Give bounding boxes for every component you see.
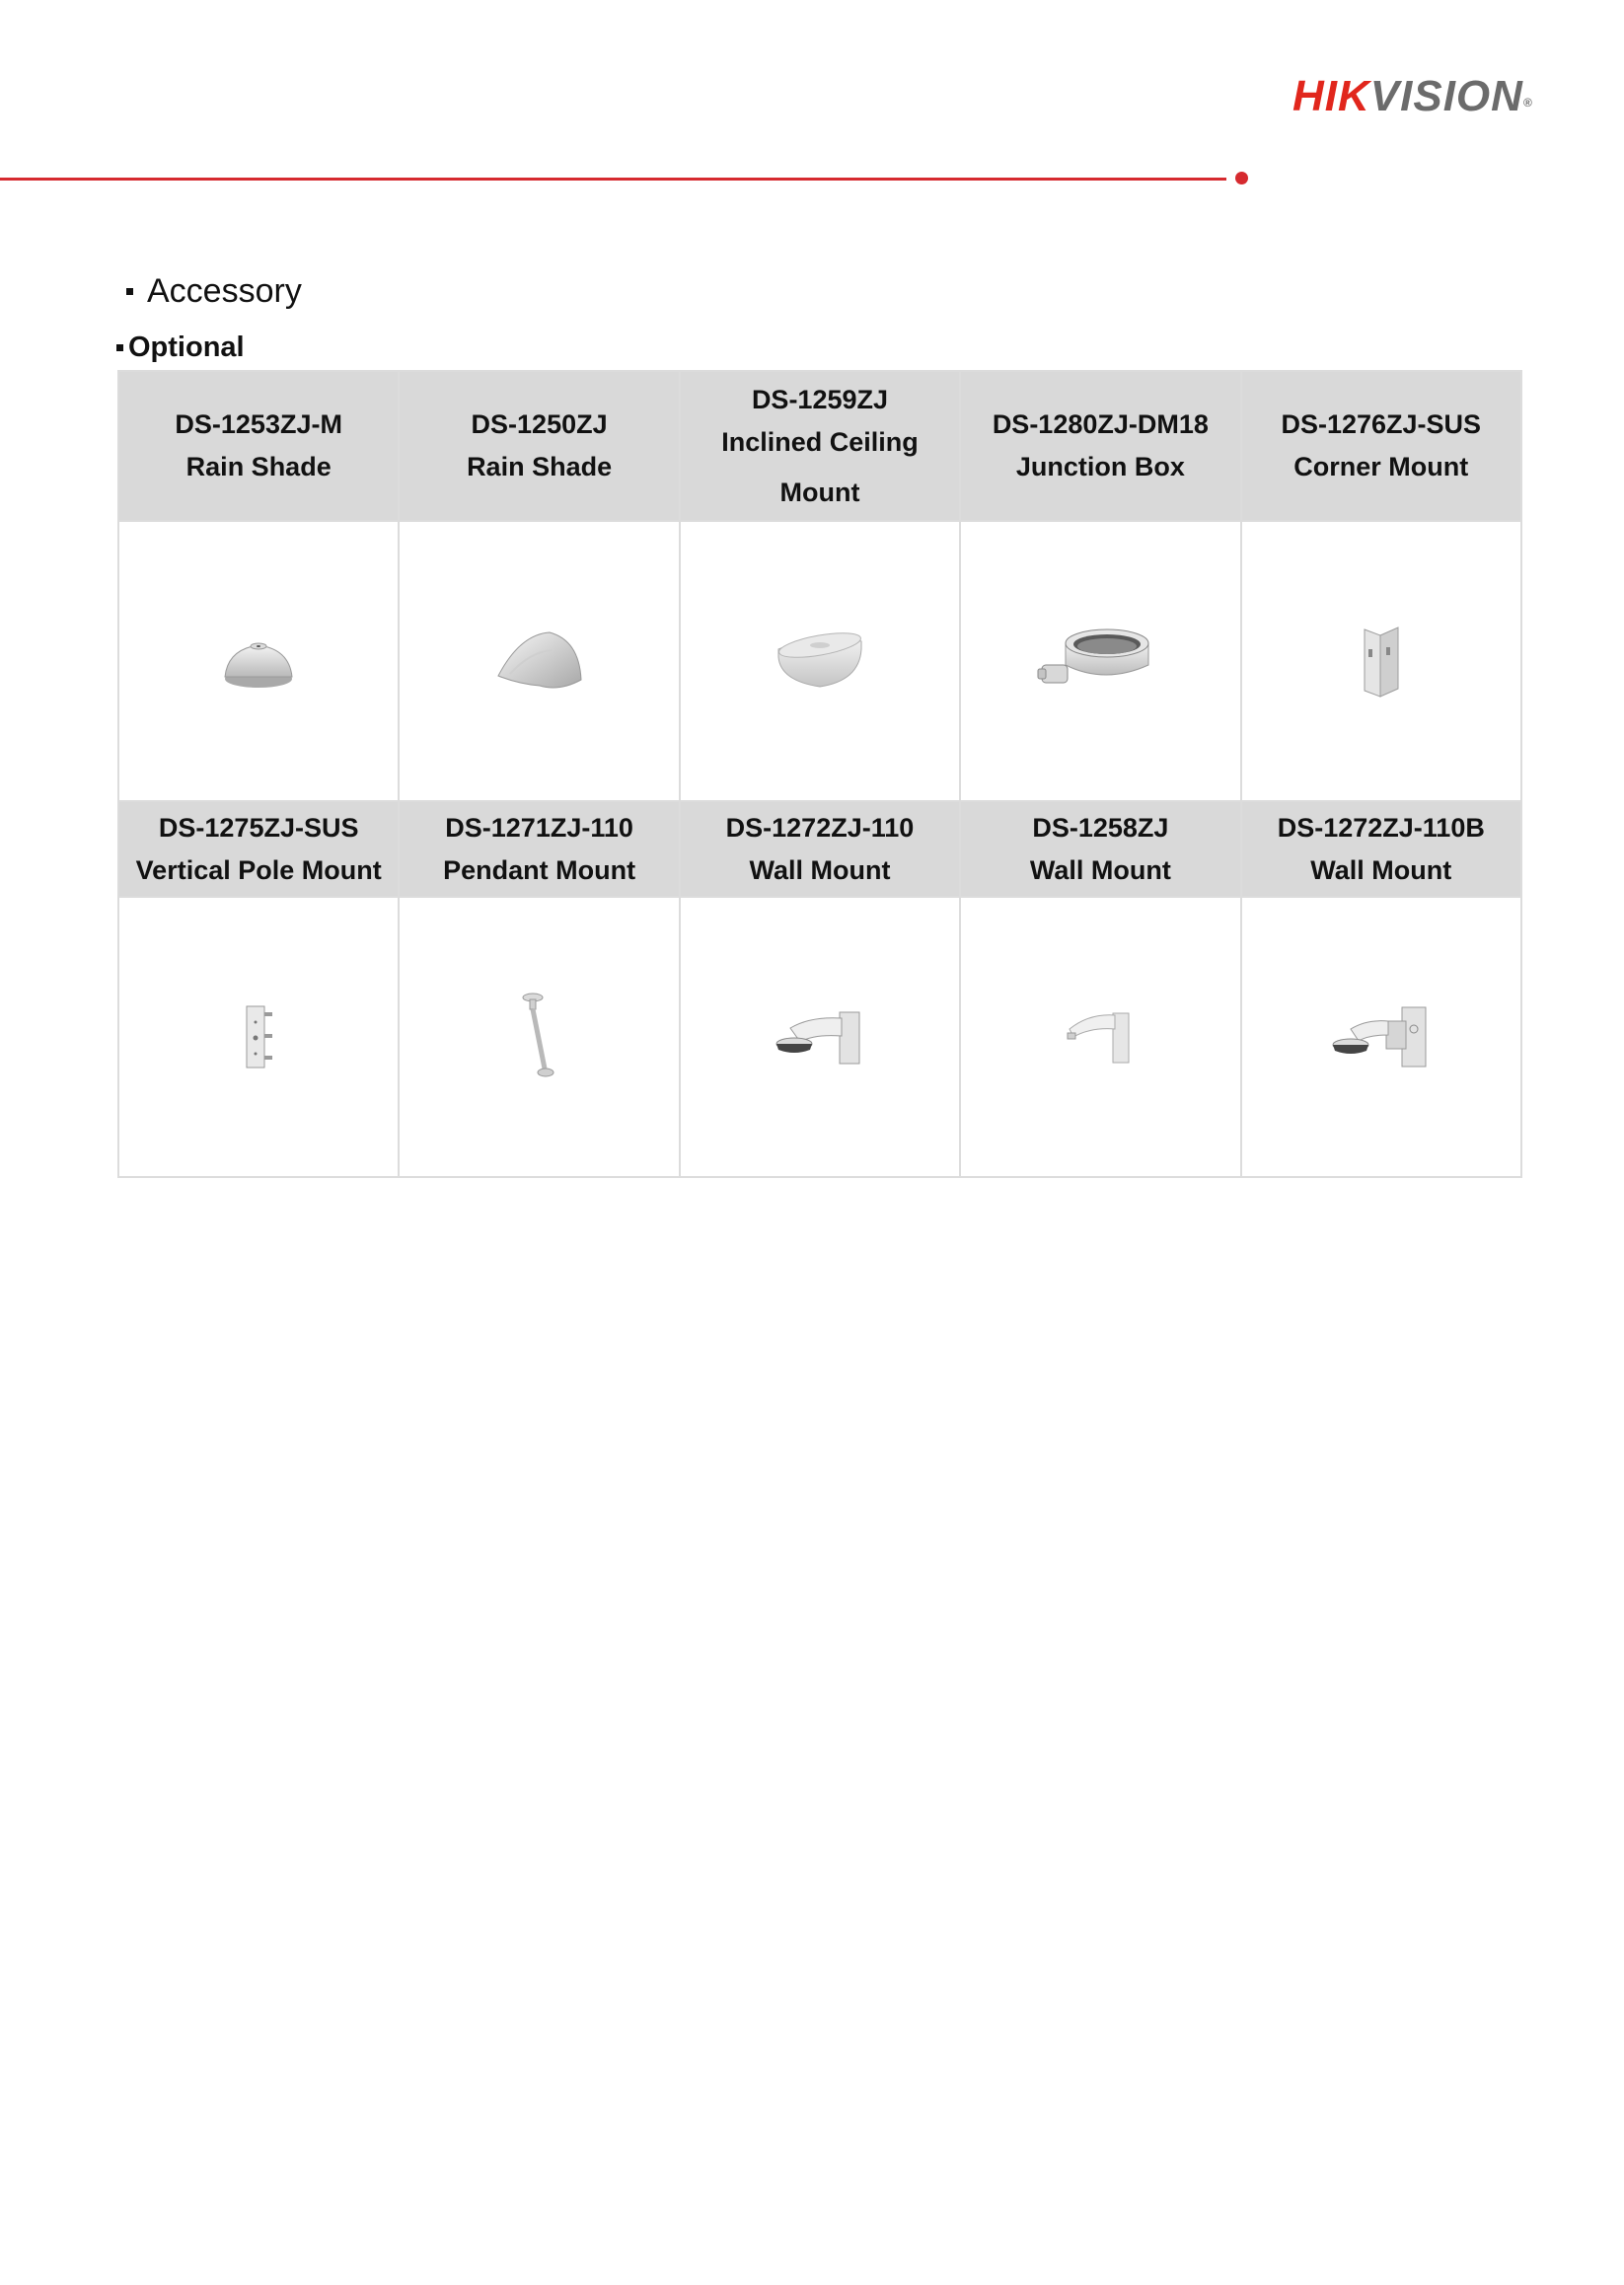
accessory-label-cell bbox=[680, 801, 960, 897]
accessory-model: DS-1275ZJ-SUS bbox=[158, 812, 359, 843]
wall-mount-box-icon bbox=[1327, 999, 1436, 1074]
accessory-table bbox=[117, 370, 1522, 1178]
accessory-model: DS-1258ZJ bbox=[1032, 812, 1169, 843]
header-divider-dot bbox=[1235, 172, 1248, 184]
accessory-model: DS-1276ZJ-SUS bbox=[1281, 409, 1482, 439]
pendant-mount-icon bbox=[515, 990, 564, 1084]
accessory-label-cell bbox=[1241, 801, 1521, 897]
accessory-name: Corner Mount bbox=[1293, 452, 1469, 481]
accessory-label-cell bbox=[1241, 371, 1521, 521]
accessory-name: Wall Mount bbox=[1310, 854, 1452, 885]
accessory-model: DS-1280ZJ-DM18 bbox=[992, 409, 1209, 439]
brand-logo-part1: HIK bbox=[1292, 72, 1370, 120]
rain-shade-dome-icon bbox=[214, 631, 303, 691]
accessory-name: Junction Box bbox=[1015, 452, 1185, 481]
accessory-label-row bbox=[118, 371, 1521, 521]
subsection-title-text: Optional bbox=[128, 331, 245, 363]
accessory-image-row bbox=[118, 521, 1521, 801]
accessory-model: DS-1271ZJ-110 bbox=[445, 812, 633, 843]
accessory-image-cell bbox=[1241, 897, 1521, 1177]
accessory-image-cell bbox=[960, 521, 1240, 801]
accessory-model: DS-1253ZJ-M bbox=[175, 409, 342, 439]
brand-logo-part2: VISION bbox=[1369, 72, 1523, 120]
accessory-name: Pendant Mount bbox=[443, 854, 636, 885]
accessory-image-cell bbox=[1241, 521, 1521, 801]
accessory-name: Wall Mount bbox=[1029, 854, 1171, 885]
accessory-model: DS-1272ZJ-110B bbox=[1277, 812, 1485, 843]
accessory-label-cell bbox=[960, 801, 1240, 897]
wall-mount-bracket-icon bbox=[1056, 1007, 1144, 1067]
section-title bbox=[126, 268, 302, 314]
accessory-label-row bbox=[118, 801, 1521, 897]
accessory-label-cell bbox=[118, 801, 399, 897]
accessory-image-cell bbox=[118, 521, 399, 801]
accessory-model: DS-1272ZJ-110 bbox=[725, 812, 915, 843]
accessory-label-cell bbox=[118, 371, 399, 521]
wall-mount-dome-icon bbox=[771, 1002, 869, 1071]
accessory-model: DS-1250ZJ bbox=[471, 409, 608, 439]
accessory-name: Rain Shade bbox=[467, 452, 613, 481]
header-divider-line bbox=[0, 178, 1226, 181]
accessory-name: Rain Shade bbox=[185, 452, 332, 481]
rain-shade-hood-icon bbox=[490, 627, 589, 696]
accessory-image-cell bbox=[118, 897, 399, 1177]
accessory-label-cell bbox=[399, 801, 679, 897]
corner-mount-icon bbox=[1357, 622, 1406, 700]
accessory-model: DS-1259ZJ bbox=[751, 384, 889, 414]
accessory-image-cell bbox=[960, 897, 1240, 1177]
vertical-pole-mount-icon bbox=[237, 1002, 280, 1071]
inclined-ceiling-mount-icon bbox=[773, 627, 867, 695]
square-bullet-icon bbox=[116, 344, 123, 351]
accessory-name: Inclined Ceiling bbox=[721, 426, 919, 457]
square-bullet-icon bbox=[126, 288, 133, 295]
accessory-image-cell bbox=[399, 897, 679, 1177]
accessory-label-cell bbox=[960, 371, 1240, 521]
brand-logo bbox=[1292, 71, 1569, 122]
section-title-text: Accessory bbox=[147, 271, 302, 310]
accessory-name: Wall Mount bbox=[749, 854, 891, 885]
accessory-label-cell bbox=[680, 371, 960, 521]
accessory-image-cell bbox=[680, 897, 960, 1177]
accessory-image-row bbox=[118, 897, 1521, 1177]
accessory-image-cell bbox=[680, 521, 960, 801]
junction-box-icon bbox=[1036, 622, 1164, 700]
accessory-name: Vertical Pole Mount bbox=[135, 854, 382, 885]
accessory-image-cell bbox=[399, 521, 679, 801]
accessory-name-continued: Mount bbox=[779, 477, 860, 507]
accessory-label-cell bbox=[399, 371, 679, 521]
brand-logo-registered: ® bbox=[1522, 96, 1533, 110]
subsection-title bbox=[116, 328, 245, 367]
